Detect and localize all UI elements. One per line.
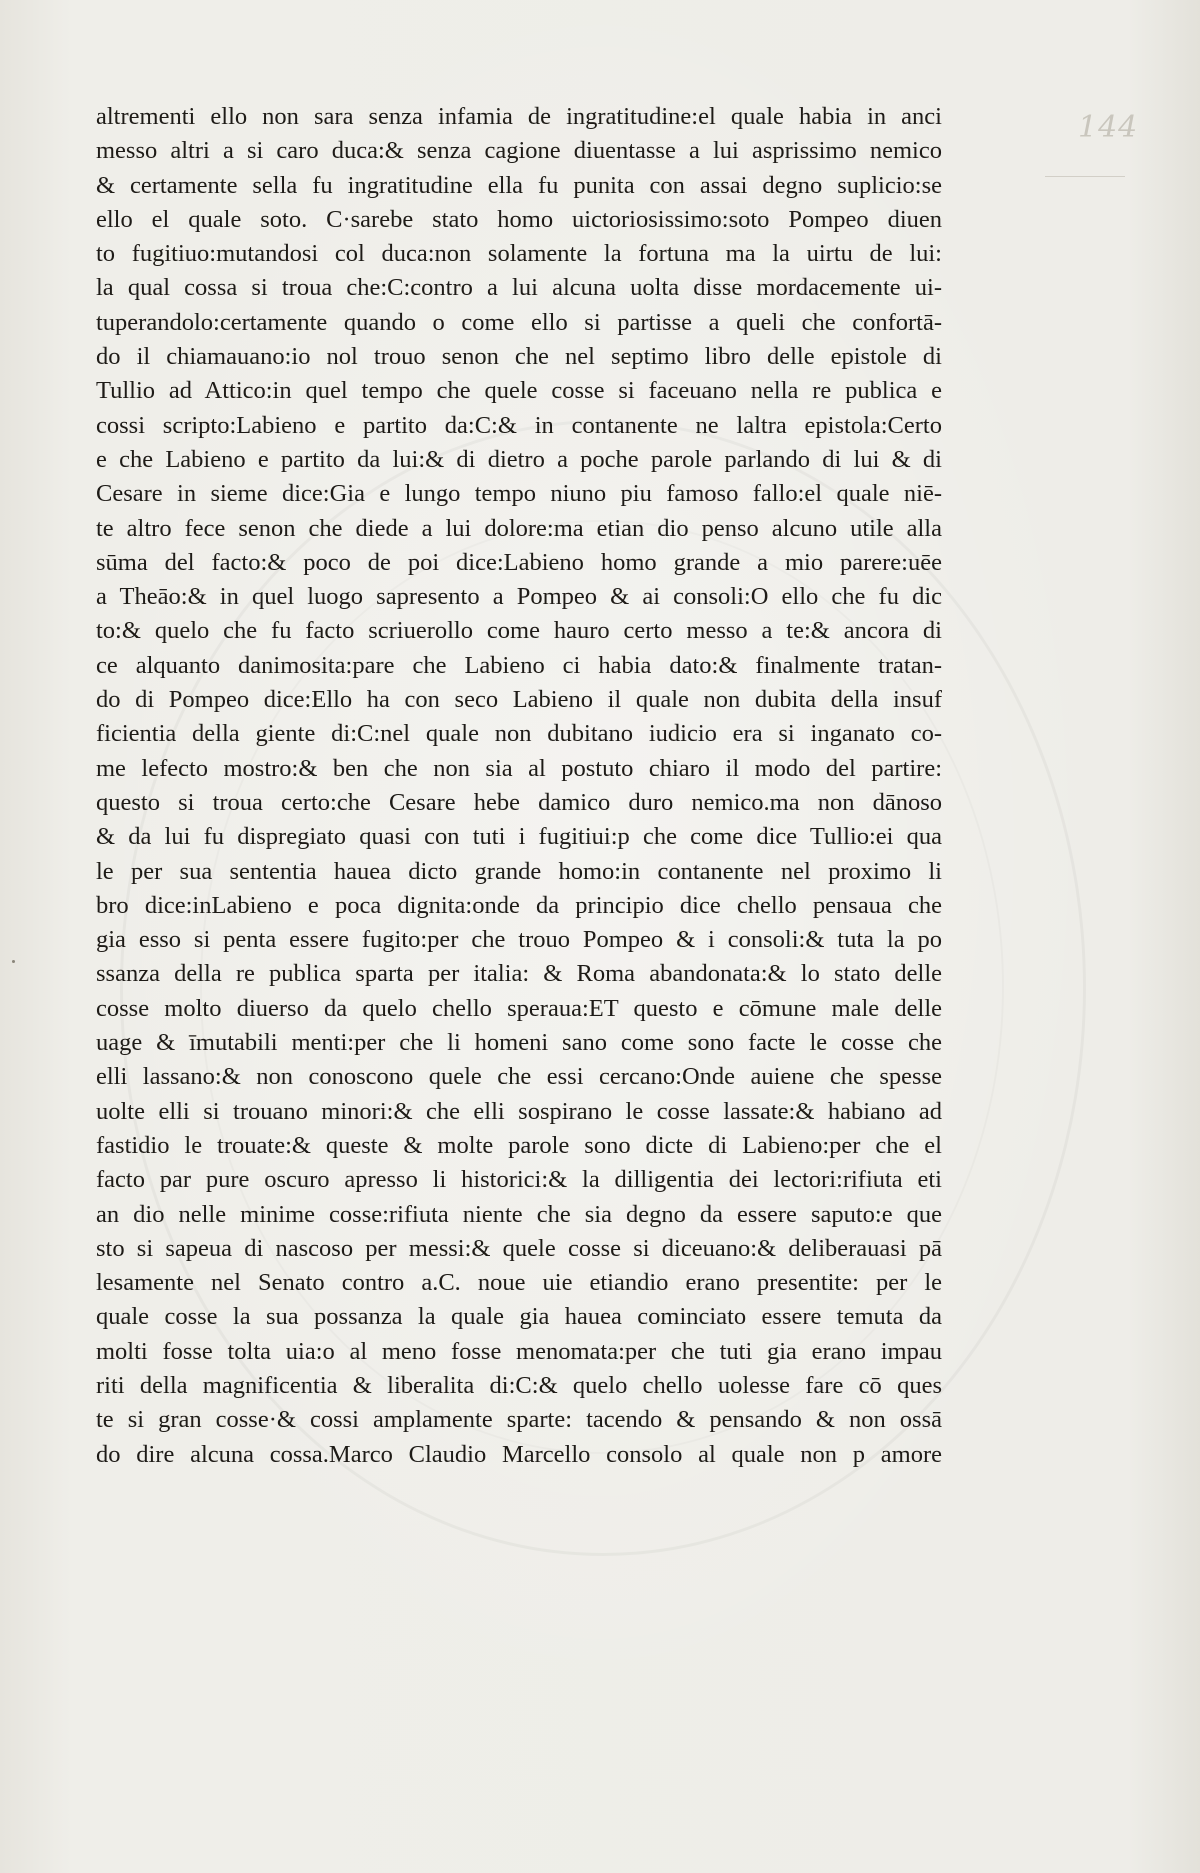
- text-line: facto par pure oscuro apresso li historici:& la dilligentia dei lectori:rifiuta eti: [96, 1166, 942, 1194]
- text-line: cosse molto diuerso da quelo chello speraua:ET questo e cōmune male delle: [96, 994, 942, 1022]
- text-line: gia esso si penta essere fugito:per che trouo Pompeo & i consoli:& tuta la po: [96, 926, 942, 954]
- text-line: cossi scripto:Labieno e partito da:C:& in contanente ne laltra epistola:Certo: [96, 411, 942, 439]
- text-line: te si gran cosse·& cossi amplamente sparte: tacendo & pensando & non ossā: [96, 1406, 942, 1434]
- text-line: e che Labieno e partito da lui:& di dietro a poche parole parlando di lui & di: [96, 445, 942, 473]
- text-line: Tullio ad Attico:in quel tempo che quele cosse si faceuano nella re publica e: [96, 377, 942, 405]
- text-block: [96, 100, 942, 1472]
- text-line: elli lassano:& non conoscono quele che essi cercano:Onde auiene che spesse: [96, 1063, 942, 1091]
- text-line: me lefecto mostro:& ben che non sia al postuto chiaro il modo del partire:: [96, 754, 942, 782]
- text-line: ce alquanto danimosita:pare che Labieno ci habia dato:& finalmente tratan-: [96, 651, 942, 679]
- text-line: la qual cossa si troua che:C:contro a lui alcuna uolta disse mordacemente ui-: [96, 274, 942, 302]
- text-line: te altro fece senon che diede a lui dolore:ma etian dio penso alcuno utile alla: [96, 514, 942, 542]
- text-line: riti della magnificentia & liberalita di:C:& quelo chello uolesse fare cō ques: [96, 1371, 942, 1399]
- text-line: a Theāo:& in quel luogo sapresento a Pompeo & ai consoli:O ello che fu dic: [96, 583, 942, 611]
- text-line: tuperandolo:certamente quando o come ello si partisse a queli che confortā-: [96, 308, 942, 336]
- text-line: an dio nelle minime cosse:rifiuta niente che sia degno da essere saputo:e que: [96, 1200, 942, 1228]
- paper-speck: [12, 960, 15, 963]
- text-line: uolte elli si trouano minori:& che elli sospirano le cosse lassate:& habiano ad: [96, 1097, 942, 1125]
- text-line: & da lui fu dispregiato quasi con tuti i fugitiui:p che come dice Tullio:ei qua: [96, 823, 942, 851]
- text-line: messo altri a si caro duca:& senza cagione diuentasse a lui asprissimo nemico: [96, 137, 942, 165]
- text-line: ssanza della re publica sparta per italia: & Roma abandonata:& lo stato delle: [96, 960, 942, 988]
- text-line: lesamente nel Senato contro a.C. noue uie etiandio erano presentite: per le: [96, 1269, 942, 1297]
- text-line: do il chiamauano:io nol trouo senon che nel septimo libro delle epistole di: [96, 343, 942, 371]
- text-line: do di Pompeo dice:Ello ha con seco Labieno il quale non dubita della insuf: [96, 686, 942, 714]
- text-line: to:& quelo che fu facto scriuerollo come hauro certo messo a te:& ancora di: [96, 617, 942, 645]
- text-line: uage & īmutabili menti:per che li homeni sano come sono facte le cosse che: [96, 1029, 942, 1057]
- text-line: sto si sapeua di nascoso per messi:& quele cosse si diceuano:& deliberauasi pā: [96, 1234, 942, 1262]
- text-line: & certamente sella fu ingratitudine ella fu punita con assai degno suplicio:se: [96, 171, 942, 199]
- text-line: bro dice:inLabieno e poca dignita:onde da principio dice chello pensaua che: [96, 891, 942, 919]
- text-line: altrementi ello non sara senza infamia de ingratitudine:el quale habia in anci: [96, 103, 942, 130]
- folio-rule: [1045, 176, 1125, 177]
- text-line: ello el quale soto. C·sarebe stato homo uictoriosissimo:soto Pompeo diuen: [96, 205, 942, 233]
- text-line: do dire alcuna cossa.Marco Claudio Marcello consolo al quale non p amore: [96, 1440, 942, 1468]
- text-line: quale cosse la sua possanza la quale gia hauea cominciato essere temuta da: [96, 1303, 942, 1331]
- text-line: questo si troua certo:che Cesare hebe damico duro nemico.ma non dānoso: [96, 788, 942, 816]
- text-line: Cesare in sieme dice:Gia e lungo tempo niuno piu famoso fallo:el quale niē-: [96, 480, 942, 508]
- text-line: fastidio le trouate:& queste & molte parole sono dicte di Labieno:per che el: [96, 1131, 942, 1159]
- text-line: le per sua sententia hauea dicto grande homo:in contanente nel proximo li: [96, 857, 942, 885]
- text-line: sūma del facto:& poco de poi dice:Labieno homo grande a mio parere:uēe: [96, 548, 942, 576]
- text-line: to fugitiuo:mutandosi col duca:non solamente la fortuna ma la uirtu de lui:: [96, 240, 942, 268]
- text-line: molti fosse tolta uia:o al meno fosse menomata:per che tuti gia erano impau: [96, 1337, 942, 1365]
- folio-number: 144: [1078, 110, 1139, 145]
- text-line: ficientia della giente di:C:nel quale non dubitano iudicio era si inganato co-: [96, 720, 942, 748]
